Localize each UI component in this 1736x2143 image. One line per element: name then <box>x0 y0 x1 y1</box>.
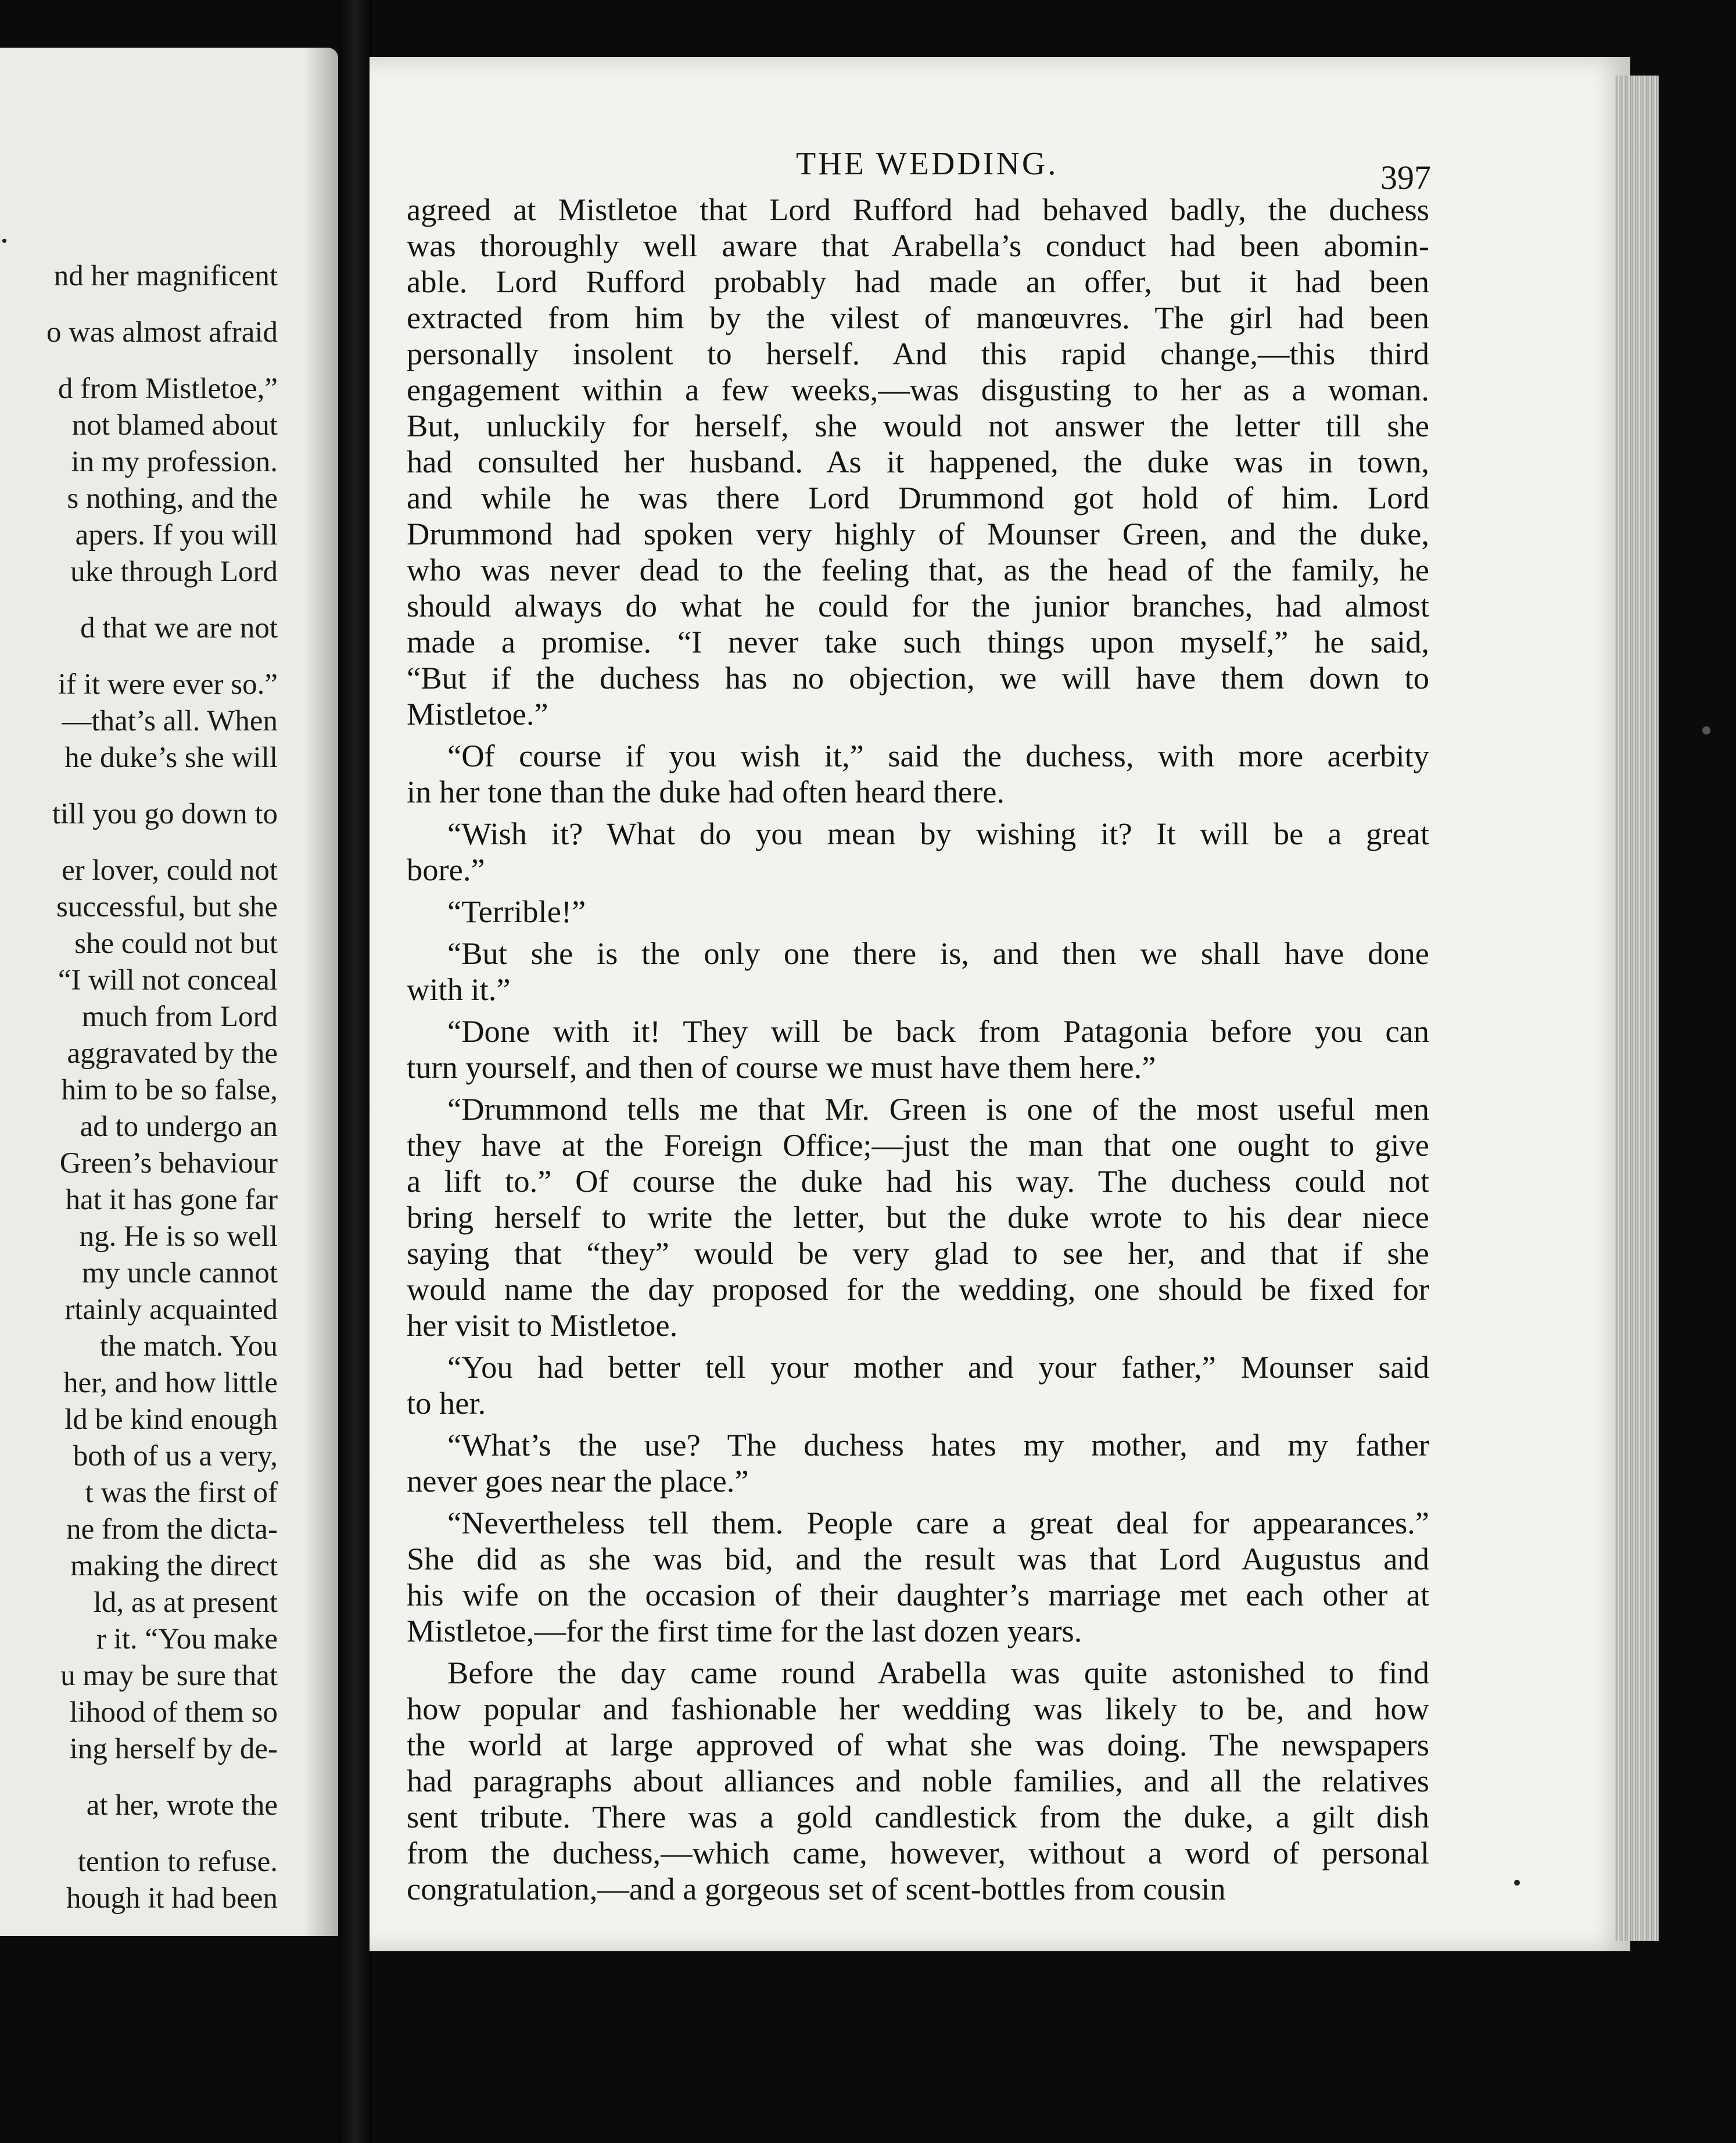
left-page-text <box>0 258 278 1917</box>
body-text-line: in her tone than the duke had often heard there. <box>407 774 1005 809</box>
body-text-line: to her. <box>407 1385 486 1421</box>
body-text-line: the world at large approved of what she was doing. The newspapers <box>407 1727 1429 1762</box>
body-text-line: “But she is the only one there is, and then we shall have done <box>447 936 1429 971</box>
left-page-line: ld be kind enough <box>64 1403 278 1436</box>
body-text-line: Mistletoe.” <box>407 696 548 732</box>
body-text-line: “You had better tell your mother and your father,” Mounser said <box>447 1349 1429 1385</box>
left-page-line: hough it had been <box>66 1882 278 1915</box>
body-text-line: “Of course if you wish it,” said the duchess, with more acerbity <box>447 738 1429 773</box>
body-text-line: made a promise. “I never take such things upon myself,” he said, <box>407 624 1429 660</box>
body-text-line: able. Lord Rufford probably had made an offer, but it had been <box>407 264 1429 299</box>
body-text-line: “But if the duchess has no objection, we will have them down to <box>407 660 1429 696</box>
body-text-line: would name the day proposed for the wedding, one should be fixed for <box>407 1271 1429 1307</box>
body-text-line: But, unluckily for herself, she would not answer the letter till she <box>407 408 1429 443</box>
body-text-line: from the duchess,—which came, however, without a word of personal <box>407 1835 1429 1870</box>
left-page-line: Green’s behaviour <box>59 1147 278 1180</box>
left-page-line: he duke’s she will <box>64 741 278 774</box>
body-text-line: they have at the Foreign Office;—just the man that one ought to give <box>407 1127 1429 1163</box>
body-text-line: extracted from him by the vilest of manœuvres. The girl had been <box>407 300 1429 335</box>
left-page-line: t was the first of <box>85 1477 278 1509</box>
body-text-line: She did as she was bid, and the result was that Lord Augustus and <box>407 1541 1429 1576</box>
left-page-line: ng. He is so well <box>79 1220 278 1253</box>
left-page <box>0 48 338 1936</box>
body-text-line: his wife on the occasion of their daughter’s marriage met each other at <box>407 1577 1429 1612</box>
left-page-line: d that we are not <box>80 612 278 644</box>
left-page-line: apers. If you will <box>75 519 278 551</box>
body-text-line: Mistletoe,—for the first time for the last dozen years. <box>407 1613 1082 1649</box>
left-page-line: successful, but she <box>56 891 278 923</box>
body-text-line: agreed at Mistletoe that Lord Rufford had behaved badly, the duchess <box>407 192 1429 227</box>
left-page-line: hat it has gone far <box>65 1184 278 1216</box>
body-text-line: “Terrible!” <box>447 894 586 929</box>
body-text-line: “Drummond tells me that Mr. Green is one of the most useful men <box>447 1091 1429 1127</box>
body-text-line: “What’s the use? The duchess hates my mother, and my father <box>447 1427 1429 1463</box>
body-text-line: and while he was there Lord Drummond got hold of him. Lord <box>407 480 1429 515</box>
body-text-line: was thoroughly well aware that Arabella’s conduct had been abomin- <box>407 228 1429 263</box>
left-page-line: uke through Lord <box>70 556 278 588</box>
body-text-line: Drummond had spoken very highly of Mounser Green, and the duke, <box>407 516 1429 551</box>
body-text-line: bore.” <box>407 852 485 887</box>
body-text-line: bring herself to write the letter, but the duke wrote to his dear niece <box>407 1199 1429 1235</box>
running-header: THE WEDDING. <box>796 146 1059 182</box>
left-page-line: r it. “You make <box>96 1623 278 1655</box>
left-page-line: she could not but <box>74 927 278 960</box>
left-page-line: d from Mistletoe,” <box>58 372 278 405</box>
body-text-line: her visit to Mistletoe. <box>407 1307 678 1343</box>
body-text-line: “Nevertheless tell them. People care a great deal for appearances.” <box>447 1505 1429 1540</box>
left-page-line: ad to undergo an <box>80 1110 278 1143</box>
left-page-line: my uncle cannot <box>81 1257 278 1289</box>
left-page-line: o was almost afraid <box>46 316 278 349</box>
body-text-line: who was never dead to the feeling that, as the head of the family, he <box>407 552 1429 587</box>
left-page-line: if it were ever so.” <box>58 668 278 701</box>
body-text-line: sent tribute. There was a gold candlestick from the duke, a gilt dish <box>407 1799 1429 1834</box>
body-text-line: with it.” <box>407 972 511 1007</box>
left-page-line: ne from the dicta- <box>66 1513 278 1546</box>
dust-speck <box>1702 726 1710 734</box>
body-text-line: turn yourself, and then of course we must have them here.” <box>407 1049 1156 1085</box>
left-page-line: lihood of them so <box>69 1696 278 1729</box>
left-page-line: not blamed about <box>71 409 278 442</box>
book-gutter <box>338 0 372 2143</box>
body-text-line: a lift to.” Of course the duke had his way. The duchess could not <box>407 1163 1429 1199</box>
left-page-line: er lover, could not <box>62 854 278 887</box>
page-number: 397 <box>1380 159 1431 196</box>
body-text-line: how popular and fashionable her wedding was likely to be, and how <box>407 1691 1429 1726</box>
page-edges <box>1615 76 1659 1941</box>
left-page-line: both of us a very, <box>73 1440 278 1472</box>
left-page-line: ld, as at present <box>93 1586 278 1619</box>
body-text-line: had consulted her husband. As it happened, the duke was in town, <box>407 444 1429 479</box>
body-text-line: personally insolent to herself. And this rapid change,—this third <box>407 336 1429 371</box>
body-text-line: had paragraphs about alliances and noble families, and all the relatives <box>407 1763 1429 1798</box>
left-page-line: her, and how little <box>63 1367 278 1399</box>
body-text <box>407 192 1429 1907</box>
body-text-line: congratulation,—and a gorgeous set of scent-bottles from cousin <box>407 1871 1226 1907</box>
left-page-line: u may be sure that <box>60 1660 278 1692</box>
body-text-line: saying that “they” would be very glad to see her, and that if she <box>407 1235 1429 1271</box>
left-page-line: in my profession. <box>71 446 278 478</box>
body-text-line: “Wish it? What do you mean by wishing it? It will be a great <box>447 816 1429 851</box>
left-page-line: —that’s all. When <box>62 705 278 737</box>
left-page-line: s nothing, and the <box>67 482 278 515</box>
left-page-line: ing herself by de- <box>69 1733 278 1765</box>
left-page-line: nd her magnificent <box>53 260 278 292</box>
left-page-line: tention to refuse. <box>77 1845 278 1878</box>
left-page-line: at her, wrote the <box>86 1789 278 1822</box>
left-page-line: making the direct <box>70 1550 278 1582</box>
left-page-line: “I will not conceal <box>58 964 278 997</box>
body-text-line: engagement within a few weeks,—was disgusting to her as a woman. <box>407 372 1429 407</box>
left-page-line: much from Lord <box>81 1001 278 1033</box>
left-page-line: till you go down to <box>52 798 278 830</box>
dust-speck <box>1514 1880 1520 1886</box>
left-page-line: the match. You <box>100 1330 278 1363</box>
left-page-mark: . <box>0 212 9 250</box>
body-text-line: never goes near the place.” <box>407 1463 749 1499</box>
left-page-line: him to be so false, <box>61 1074 278 1106</box>
left-page-line: rtainly acquainted <box>64 1293 278 1326</box>
body-text-line: Before the day came round Arabella was quite astonished to find <box>447 1655 1429 1690</box>
body-text-line: “Done with it! They will be back from Patagonia before you can <box>447 1013 1429 1049</box>
body-text-line: should always do what he could for the junior branches, had almost <box>407 588 1429 623</box>
left-page-line: aggravated by the <box>67 1037 278 1070</box>
